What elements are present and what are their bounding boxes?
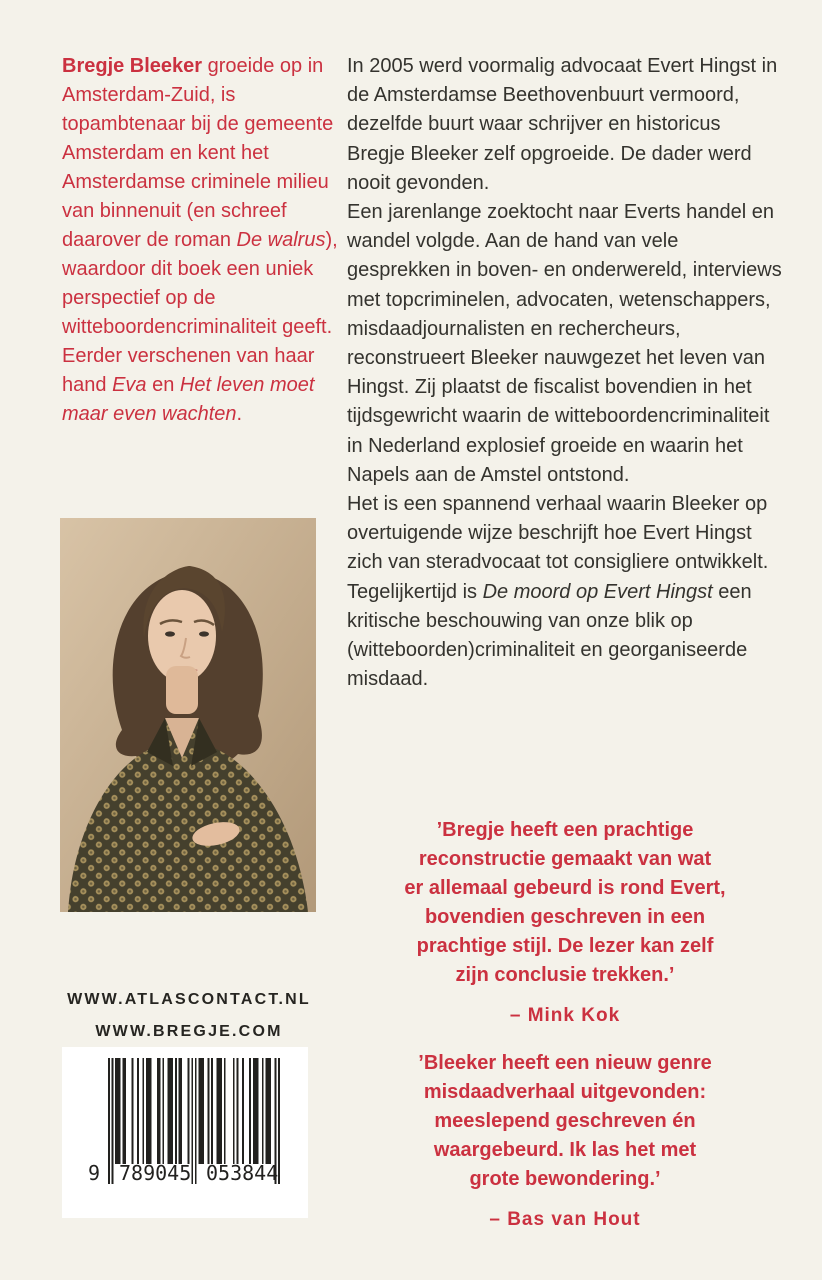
barcode	[62, 1047, 308, 1218]
quote-bas-van-hout	[347, 1049, 783, 1234]
quote-attribution: – Mink Kok	[509, 1005, 621, 1026]
book-title-de-moord: De moord op Evert Hingst	[482, 580, 713, 603]
author-bio	[62, 52, 338, 429]
quote-attribution: – Bas van Hout	[489, 1209, 641, 1230]
quote-line: reconstructie gemaakt van wat	[418, 848, 712, 870]
author-name: Bregje Bleeker	[62, 55, 203, 77]
quote-line: meeslepend geschreven én	[434, 1110, 696, 1132]
barcode-digit-left: 9	[88, 1161, 101, 1185]
quote-line: waargebeurd. Ik las het met	[433, 1139, 697, 1161]
quote-line: misdaadverhaal uitgevonden:	[423, 1081, 707, 1103]
quote-mink-kok	[347, 816, 783, 1030]
website-bregje: WWW.BREGJE.COM	[95, 1023, 283, 1040]
book-title-de-walrus: De walrus	[236, 229, 326, 251]
quote-line: prachtige stijl. De lezer kan zelf	[416, 935, 714, 957]
publisher-websites	[50, 984, 328, 1048]
blurb-paragraph-1: In 2005 werd voormalig advocaat Evert Hingst in de Amsterdamse Beethovenbuurt vermoord, dezelfde buurt waar schrijver en historicus Bregje Bleeker zelf opgroeide. De dader werd nooit gevonden.	[347, 55, 778, 194]
book-blurb	[347, 52, 783, 694]
bio-text-1: groeide op in Amsterdam-Zuid, is topambtenaar bij de gemeente Amsterdam en kent het Amsterdamse criminele milieu van binnenuit (en schreef daarover de roman	[62, 55, 334, 251]
bio-text-2: ), waardoor dit boek een uniek perspectief op de witteboordencriminaliteit geeft. Eerder verschenen van haar hand	[62, 229, 338, 396]
quote-line: grote bewondering.’	[469, 1168, 661, 1190]
blurb-p3-text-2: een kritische beschouwing van onze blik op (witteboorden)criminaliteit en georganiseerde misdaad.	[347, 580, 752, 691]
blurb-paragraph-2: Een jarenlange zoektocht naar Everts handel en wandel volgde. Aan de hand van vele gesprekken in boven- en onderwereld, interviews met topcriminelen, advocaten, wetenschappers, misdaadjournalisten en rechercheurs, reconstrueert Bleeker nauwgezet het leven van Hingst. Zij plaatst de fiscalist bovendien in het tijdsgewricht waarin de witteboordencriminaliteit in Nederland explosief groeide en waarin het Napels aan de Amstel ontstond.	[347, 201, 782, 486]
quote-line: bovendien geschreven in een	[424, 906, 706, 928]
barcode-digits-group2: 053844	[206, 1161, 279, 1185]
quote-line: ’Bleeker heeft een nieuw genre	[418, 1052, 712, 1074]
barcode-digits-group1: 789045	[119, 1161, 192, 1185]
book-title-het-leven: Het leven moet maar even wachten	[62, 374, 315, 425]
author-photo	[60, 518, 316, 912]
quote-line: er allemaal gebeurd is rond Evert,	[404, 877, 726, 899]
bio-text-3: en	[146, 374, 180, 396]
book-title-eva: Eva	[112, 374, 147, 396]
quote-line: ’Bregje heeft een prachtige	[436, 819, 694, 841]
blurb-p3-text-1: Het is een spannend verhaal waarin Bleeker op overtuigende wijze beschrijft hoe Evert Hingst zich van steradvocaat tot consigliere ontwikkelt. Tegelijkertijd is	[347, 493, 769, 603]
quote-line: zijn conclusie trekken.’	[455, 964, 675, 986]
blurb-paragraph-3	[347, 490, 783, 694]
bio-text-4: .	[236, 403, 243, 425]
website-atlascontact: WWW.ATLASCONTACT.NL	[67, 991, 311, 1008]
